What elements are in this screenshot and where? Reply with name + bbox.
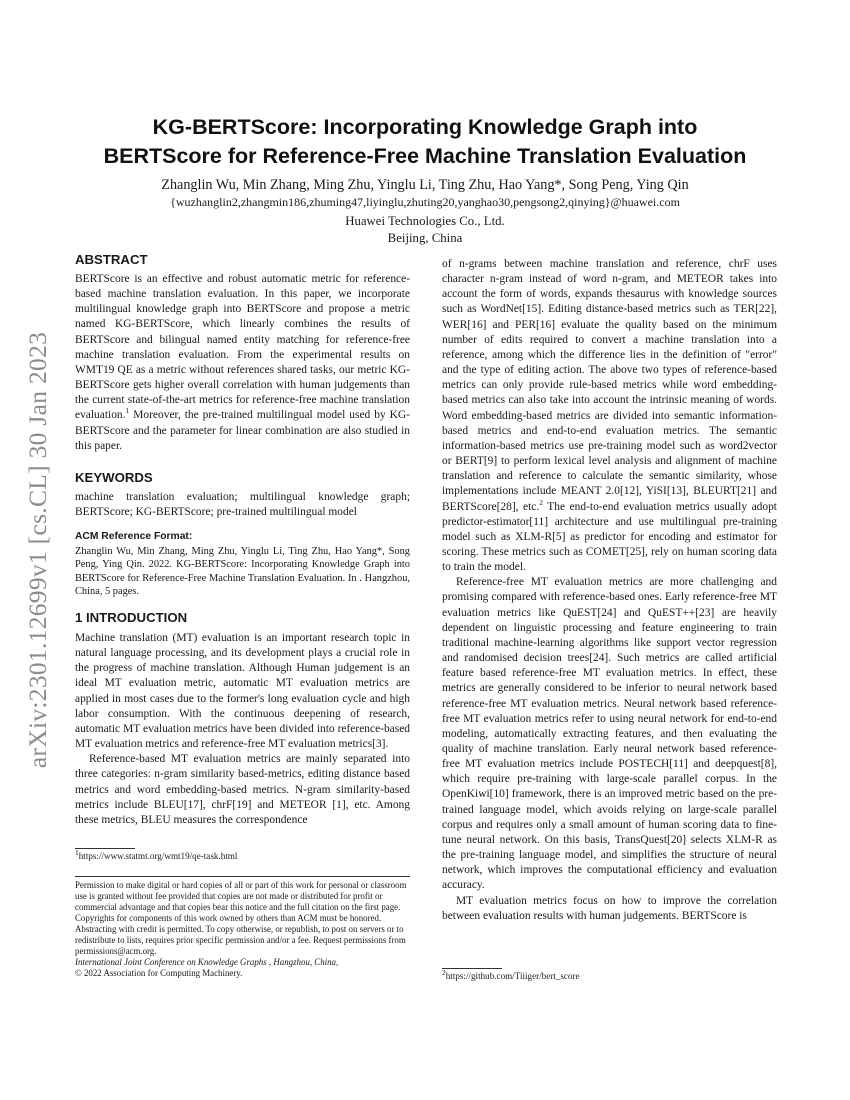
acm-reference-text: Zhanglin Wu, Min Zhang, Ming Zhu, Yinglu Li, Ting Zhu, Hao Yang*, Song Peng, Ying Qin. 2022. KG-BERTScore: Incorporating Knowledge Graph into BERTScore for Reference-Free Machine Translation Evaluation. In . Hangzhou, China, 5 pages. — [75, 546, 410, 597]
acm-reference-heading: ACM Reference Format: — [75, 531, 193, 543]
permission-block — [75, 876, 410, 979]
keywords-heading: KEYWORDS — [75, 469, 153, 485]
footnote-2-mark: 2 — [442, 967, 446, 977]
footnote-rule-right — [442, 968, 502, 969]
author-list: Zhanglin Wu, Min Zhang, Ming Zhu, Yinglu Li, Ting Zhu, Hao Yang*, Song Peng, Ying Qin — [161, 177, 689, 193]
introduction-heading: 1 INTRODUCTION — [75, 610, 188, 625]
right-paragraph-2: Reference-free MT evaluation metrics are more challenging and promising compared with reference-based ones. Early reference-free MT evaluation metrics like QuEST[24] and QuEST++[23] are heavily dependent on linguistic processing and feature engineering to train traditional machine-learning algorithms like support vector regression and randomised decision trees[24]. Such metrics are called artificial feature based reference-free MT evaluation metrics. In effect, these metrics are generally considered to be inferior to neural network based reference-free MT evaluation metrics. Neural network based reference-free MT evaluation metrics refer to using neural network for end-to-end modeling, automatically extracting features, and then evaluating the quality of machine translation. Early neural network based reference-free MT evaluation metrics include POSTECH[11] and deepquest[8], which require pre-training with large-scale parallel corpus. In the OpenKiwi[10] framework, there is an improved metric based on the pre-trained language model, which avoids relying on large-scale parallel corpus and requires only a small amount of human scoring data to fine-tune neural network. On this basis, TransQuest[20] selects XLM-R as the pre-training language model, and simplifies the structure of neural network, which improves the computational efficiency and evaluation accuracy. — [442, 576, 777, 892]
keywords-text: machine translation evaluation; multilingual knowledge graph; BERTScore; KG-BERTScore; pre-trained multilingual model — [75, 490, 410, 519]
abstract-body-end: Moreover, the pre-trained multilingual model used by KG-BERTScore and the parameter for linear combination are also studied in this paper. — [75, 409, 410, 452]
conference-line: International Joint Conference on Knowledge Graphs , Hangzhou, China, — [75, 957, 339, 967]
intro-paragraph-1: Machine translation (MT) evaluation is an important research topic in natural language processing, and its development plays a crucial role in the progress of machine translation. Although Human judgement is an ideal MT evaluation metric, automatic MT evaluation metrics are applied in most cases due to the former's long evaluation cycle and high labor consumption. With the continuous deepening of research, automatic MT evaluation metrics have been divided into reference-based MT evaluation metrics and reference-free MT evaluation metrics[3]. — [75, 632, 410, 751]
right-paragraph-1 — [442, 257, 777, 575]
permission-text: Permission to make digital or hard copies of all or part of this work for personal or classroom use is granted without fee provided that copies are not made or distributed for profit or commercial advantage and that copies bear this notice and the full citation on the first page. Copyrights for components of this work owned by others than ACM must be honored. Abstracting with credit is permitted. To copy otherwise, or republish, to post on servers or to redistribute to lists, requires prior specific permission and/or a fee. Request permissions from permissions@acm.org. — [75, 880, 407, 956]
abstract-text — [75, 272, 410, 454]
footnote-area-left — [75, 848, 410, 862]
copyright-line: © 2022 Association for Computing Machinery. — [75, 968, 243, 978]
permission-rule — [75, 876, 410, 877]
footnote-2-marker: 2 — [539, 497, 543, 507]
footnote-2-url: https://github.com/Tiiiger/bert_score — [445, 971, 580, 981]
left-column — [75, 252, 410, 828]
location: Beijing, China — [387, 231, 463, 245]
arxiv-stamp — [8, 300, 68, 800]
footnote-rule — [75, 848, 135, 849]
arxiv-id: arXiv:2301.12699v1 [cs.CL] 30 Jan 2023 — [23, 331, 52, 769]
footnote-1-url: https://www.statmt.org/wmt19/qe-task.html — [78, 851, 238, 861]
footnote-1-mark: 1 — [75, 847, 79, 857]
title-line-1: KG-BERTScore: Incorporating Knowledge Graph into — [152, 115, 698, 139]
abstract-body: BERTScore is an effective and robust automatic metric for reference-based machine translation evaluation. In this paper, we incorporate multilingual knowledge graph into BERTScore and propose a metric named KG-BERTScore, which linearly combines the results of BERTScore and bilingual named entity matching for reference-free machine translation evaluation. From the experimental results on WMT19 QE as a metric without references shared tasks, our metric KG-BERTScore gets higher overall correlation with human judgements than the current state-of-the-art metrics for reference-free machine translation evaluation. — [75, 273, 410, 422]
paper-title — [60, 113, 790, 171]
title-line-2: BERTScore for Reference-Free Machine Translation Evaluation — [103, 144, 747, 168]
footnote-2 — [442, 967, 777, 982]
right-column — [442, 257, 777, 924]
footnote-marker: 1 — [125, 406, 130, 416]
footnote-area-right — [442, 968, 777, 982]
affiliation: Huawei Technologies Co., Ltd. — [345, 214, 505, 228]
right-paragraph-1-end: The end-to-end evaluation metrics usually adopt predictor-estimator[11] architecture and use multilingual pre-training model such as XLM-R[5] as predictor for encoding and estimator for scoring. These metrics such as COMET[25], rely on human scoring data to train the model. — [442, 500, 777, 574]
abstract-heading: ABSTRACT — [75, 252, 148, 267]
intro-paragraph-2: Reference-based MT evaluation metrics are mainly separated into three categories: n-gram similarity based-metrics, editing distance based metrics and word embedding-based metrics. N-gram similarity-based metrics include BLEU[17], chrF[19] and METEOR [1], etc. Among these metrics, BLEU measures the correspondence — [75, 753, 410, 826]
author-emails: {wuzhanglin2,zhangmin186,zhuming47,liyinglu,zhuting20,yanghao30,pengsong2,qinying}@huawei.com — [170, 195, 680, 209]
right-paragraph-3: MT evaluation metrics focus on how to improve the correlation between evaluation results with human judgements. BERTScore is — [442, 894, 777, 922]
footnote-1 — [75, 847, 410, 862]
right-paragraph-1-body: of n-grams between machine translation and reference, chrF uses character n-gram instead of word n-gram, and METEOR takes into account the form of words, expands thesaurus with knowledge sources such as WordNet[15]. Editing distance-based metrics such as TER[22], WER[16] and PER[16] evaluate the quality based on the minimum number of edits required to convert a machine translation into a reference, among which the difference lies in the definition of "error" and the type of editing action. The above two types of reference-based metrics can only provide rule-based metrics while word embedding-based metrics can also take into account the intrinsic meaning of words. Word embedding-based metrics are divided into semantic information-based metrics and end-to-end evaluation metrics. The semantic information-based metrics use pre-training model such as word2vector or BERT[9] to perform lexical level analysis and alignment of machine translation and reference to calculate the semantic similarity, whose implementations include MEANT 2.0[12], YiSI[13], BLEURT[21] and BERTScore[28], etc. — [442, 258, 777, 513]
